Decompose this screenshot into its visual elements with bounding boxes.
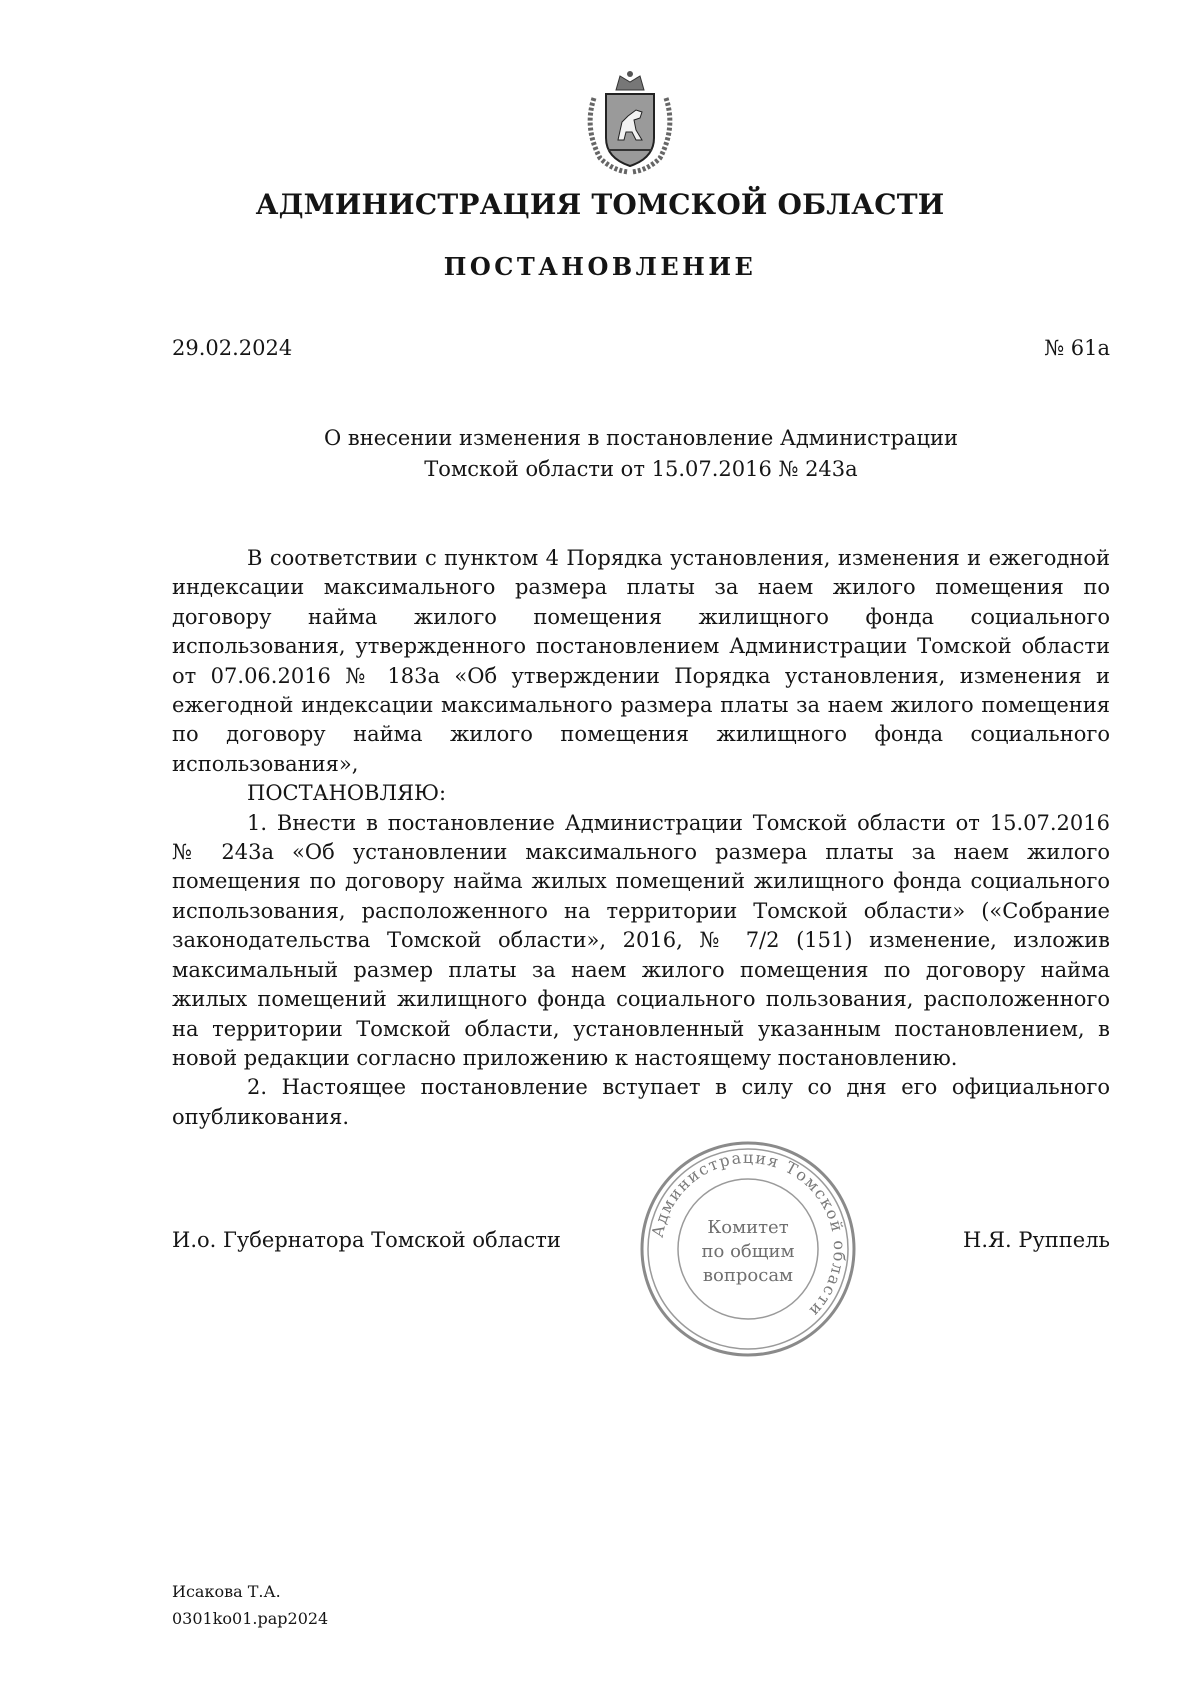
subject-line-1: О внесении изменения в постановление Администрации [324, 426, 958, 450]
coat-of-arms-icon [578, 68, 682, 178]
document-number: № 61а [1044, 336, 1110, 360]
item-2-paragraph: 2. Настоящее постановление вступает в силу со дня его официального опубликования. [172, 1075, 1110, 1129]
stamp-center-line-3: вопросам [702, 1265, 794, 1286]
signatory-position: И.о. Губернатора Томской области [172, 1228, 561, 1252]
document-date: 29.02.2024 [172, 336, 293, 360]
official-stamp [636, 1137, 860, 1361]
stamp-center-line-2: по общим [701, 1241, 795, 1262]
decree-word: ПОСТАНОВЛЯЮ: [247, 781, 447, 806]
signatory-name: Н.Я. Руппель [963, 1228, 1110, 1252]
stamp-ring-text: Администрация Томской области [647, 1147, 850, 1322]
preamble-paragraph: В соответствии с пунктом 4 Порядка установления, изменения и ежегодной индексации максимального размера платы за наем жилого помещения по договору найма жилого помещения жилищного фонда социального использования, утвержденного постановлением Администрации Томской области от 07.06.2016 № 183а «Об утверждении Порядка установления, изменения и ежегодной индексации максимального размера платы за наем жилого помещения по договору найма жилого помещения жилищного фонда социального использования», [172, 546, 1110, 776]
stamp-center-line-1: Комитет [707, 1217, 789, 1238]
file-reference: 0301ko01.pap2024 [172, 1609, 329, 1628]
document-type-title: ПОСТАНОВЛЕНИЕ [443, 252, 757, 281]
document-body [172, 544, 1110, 1132]
item-1-paragraph: 1. Внести в постановление Администрации Томской области от 15.07.2016 № 243а «Об установлении максимального размера платы за наем жилого помещения по договору найма жилых помещений жилищного фонда социального использования, расположенного на территории Томской области» («Собрание законодательства Томской области», 2016, № 7/2 (151) изменение, изложив максимальный размер платы за наем жилого помещения по договору найма жилых помещений жилищного фонда социального пользования, расположенного на территории Томской области, установленный указанным постановлением, в новой редакции согласно приложению к настоящему постановлению. [172, 810, 1110, 1070]
document-subject [172, 423, 1110, 485]
document-footer [172, 1578, 328, 1632]
subject-line-2: Томской области от 15.07.2016 № 243а [424, 457, 858, 481]
organization-title: АДМИНИСТРАЦИЯ ТОМСКОЙ ОБЛАСТИ [255, 188, 945, 221]
executor-name: Исакова Т.А. [172, 1582, 281, 1601]
